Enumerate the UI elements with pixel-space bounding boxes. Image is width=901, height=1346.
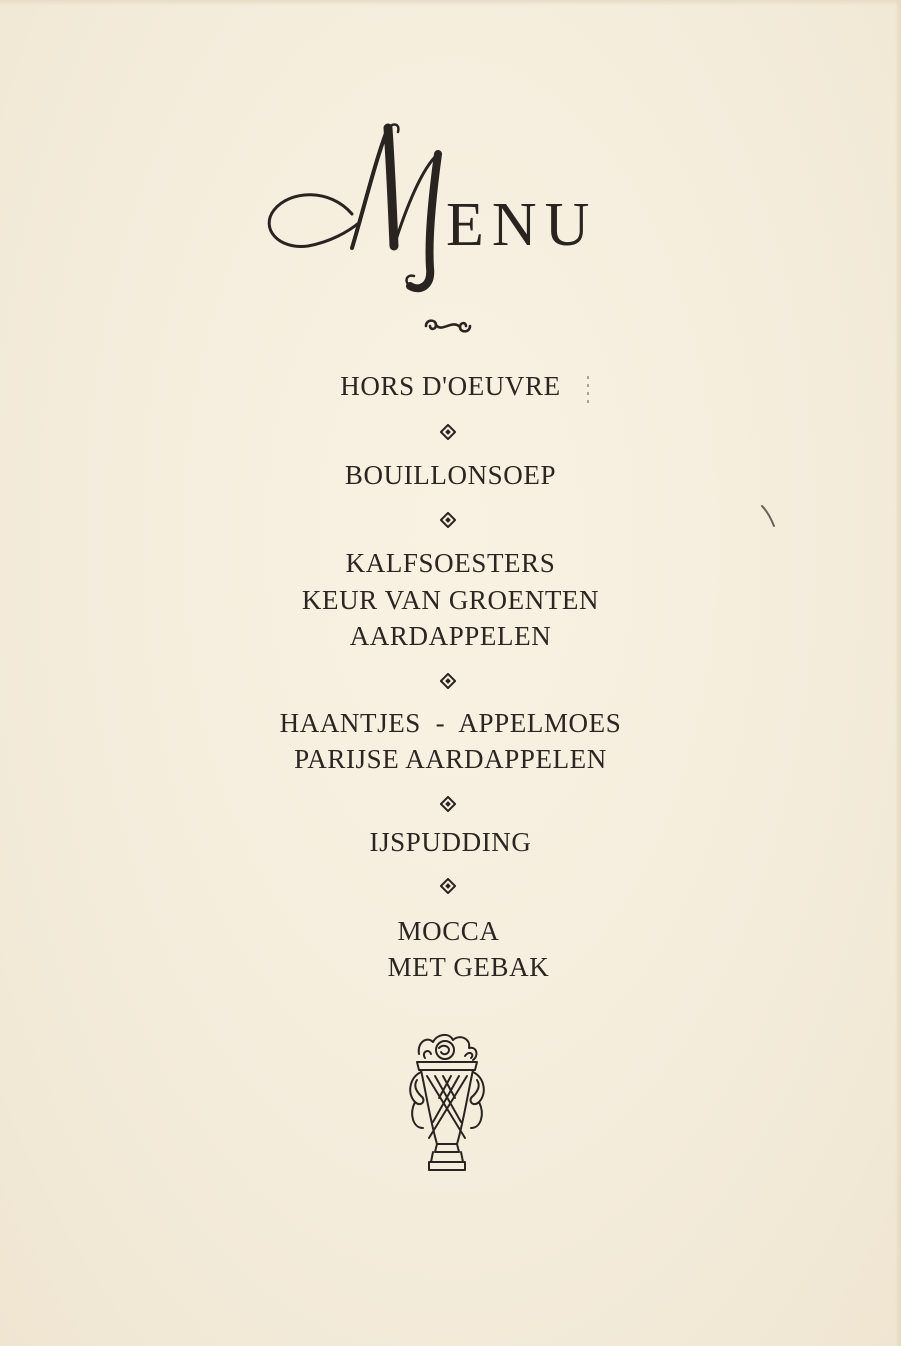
scroll-ornament-icon bbox=[420, 315, 476, 337]
paper-edge-top bbox=[0, 0, 901, 6]
course-aardappelen: AARDAPPELEN bbox=[349, 621, 552, 651]
course-bouillonsoep: BOUILLONSOEP bbox=[344, 460, 557, 490]
course-kalfsoesters: KALFSOESTERS bbox=[345, 548, 556, 578]
diamond-icon bbox=[440, 796, 456, 812]
diamond-icon bbox=[440, 512, 456, 528]
course-met-gebak: MET GEBAK bbox=[387, 952, 550, 982]
course-haantjes-appelmoes: HAANTJES - APPELMOES bbox=[279, 708, 622, 738]
paper-edge-right bbox=[895, 0, 901, 1346]
course-mocca: MOCCA bbox=[397, 916, 500, 946]
course-parijse-aardappelen: PARIJSE AARDAPPELEN bbox=[294, 744, 607, 774]
script-m-initial bbox=[260, 118, 450, 298]
diamond-icon bbox=[440, 424, 456, 440]
menu-title bbox=[260, 118, 620, 298]
course-hors-doeuvre: HORS D'OEUVRE bbox=[340, 371, 561, 401]
diamond-icon bbox=[440, 673, 456, 689]
course-ijspudding: IJSPUDDING bbox=[369, 827, 532, 857]
course-keur-van-groenten: KEUR VAN GROENTEN bbox=[301, 585, 600, 615]
title-text: ENU bbox=[446, 191, 598, 259]
paper-mark bbox=[587, 376, 589, 406]
paper-speck bbox=[760, 504, 778, 530]
urn-emblem-icon bbox=[407, 1028, 487, 1176]
diamond-icon bbox=[440, 878, 456, 894]
